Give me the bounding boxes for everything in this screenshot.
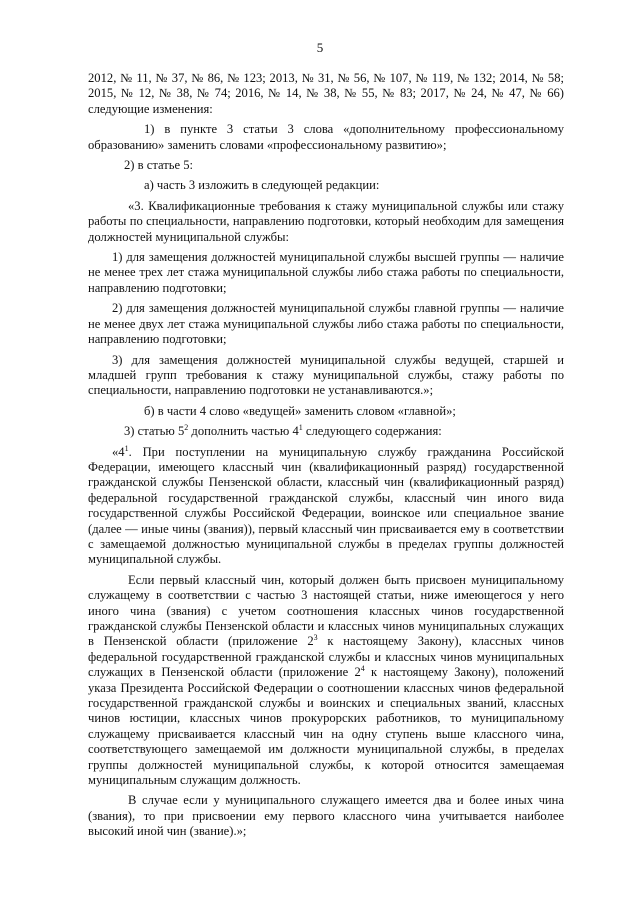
last-paragraph: В случае если у муниципального служащего имеется два и более иных чина (звания), то при присвоении ему первого классного чина учитывается наиболее высокий иной чин (звание).»;	[88, 793, 564, 839]
quote-item-1-paragraph: 1) для замещения должностей муниципальной службы высшей группы — наличие не менее трех лет стажа муниципальной службы либо стажа работы по специальности, направлению подготовки;	[88, 250, 564, 295]
first-rank-superscript-1: 3	[313, 633, 318, 643]
page-number: 5	[316, 40, 324, 55]
item-2-paragraph: 2) в статье 5:	[124, 158, 194, 173]
first-class-rank-paragraph	[88, 573, 564, 789]
item-3-superscript-1: 2	[184, 423, 189, 433]
first-rank-text-b: к настоящему Закону), классных чинов федеральной государственной гражданской службы и классных чинов муниципальных служащих в Пензенской области (приложение 2	[88, 634, 564, 680]
quote-item-2-paragraph: 2) для замещения должностей муниципальной службы главной группы — наличие не менее двух лет стажа муниципальной службы либо стажа работы по специальности, направлению подготовки;	[88, 301, 564, 347]
item-3-paragraph	[88, 424, 564, 439]
new-part-4-1-paragraph	[88, 445, 564, 568]
quote-part-3-paragraph: «3. Квалификационные требования к стажу муниципальной службы или стажу работы по специальности, направлению подготовки, который необходим для замещения должностей муниципальной службы:	[88, 198, 564, 244]
item-3-text-b: дополнить частью 4	[188, 424, 299, 439]
first-rank-superscript-2: 4	[360, 664, 365, 674]
document-body	[88, 71, 564, 840]
item-2a-paragraph: а) часть 3 изложить в следующей редакции:	[144, 178, 380, 193]
new-part-superscript: 1	[124, 443, 129, 453]
item-3-text-c: следующего содержания:	[302, 424, 442, 439]
new-part-text-b: . При поступлении на муниципальную службу гражданина Российской Федерации, имеющего классный чин (квалификационный разряд) государственной гражданской службы Пензенской области, классный чин (квалификационный разряд) федеральной государственной гражданской службы, классный чин иного вида государственной службы Российской Федерации, воинское или специальное звание (далее — иные чины (звания)), первый классный чин присваивается ему в соответствии с замещаемой должностью муниципальной службы в пределах группы должностей муниципальной службы.	[88, 444, 564, 567]
item-1-paragraph: 1) в пункте 3 статьи 3 слова «дополнительному профессиональному образованию» заменить словами «профессиональному развитию»;	[88, 122, 564, 152]
first-rank-text-a: Если первый классный чин, который должен быть присвоен муниципальному служащему в соответствии с частью 3 настоящей статьи, ниже имеющегося у него иного чина (звания) с учетом соотношения классных чинов государственной гражданской службы Пензенской области и классных чинов муниципальных служащих в Пензенской области (приложение 2	[88, 572, 564, 649]
quote-item-3-paragraph: 3) для замещения должностей муниципальной службы ведущей, старшей и младшей групп требования к стажу муниципальной службы, стажу работы по специальности, направлению подготовки не устанавливаются.»;	[88, 352, 564, 398]
item-2b-paragraph: б) в части 4 слово «ведущей» заменить словом «главной»;	[144, 403, 456, 418]
new-part-text-a: «4	[112, 444, 125, 459]
intro-paragraph: 2012, № 11, № 37, № 86, № 123; 2013, № 31, № 56, № 107, № 119, № 132; 2014, № 58; 2015, № 12, № 38, № 74; 2016, № 14, № 38, № 55, № 83; 2017, № 24, № 47, № 66) следующие изменения:	[88, 71, 564, 116]
first-rank-text-c: к настоящему Закону), положений указа Президента Российской Федерации о соотношении классных чинов федеральной государственной гражданской службы и воинских и специальных званий, классных чинов юстиции, классных чинов прокурорских работников, то муниципальному служащему присваивается классный чин на одну ступень выше классного чина, соответствующего замещаемой им должности муниципальной службы, в пределах группы должностей муниципальной службы, к которой относится замещаемая муниципальным служащим должность.	[88, 665, 564, 788]
item-3-superscript-2: 1	[298, 423, 303, 433]
item-3-text-a: 3) статью 5	[124, 424, 185, 439]
